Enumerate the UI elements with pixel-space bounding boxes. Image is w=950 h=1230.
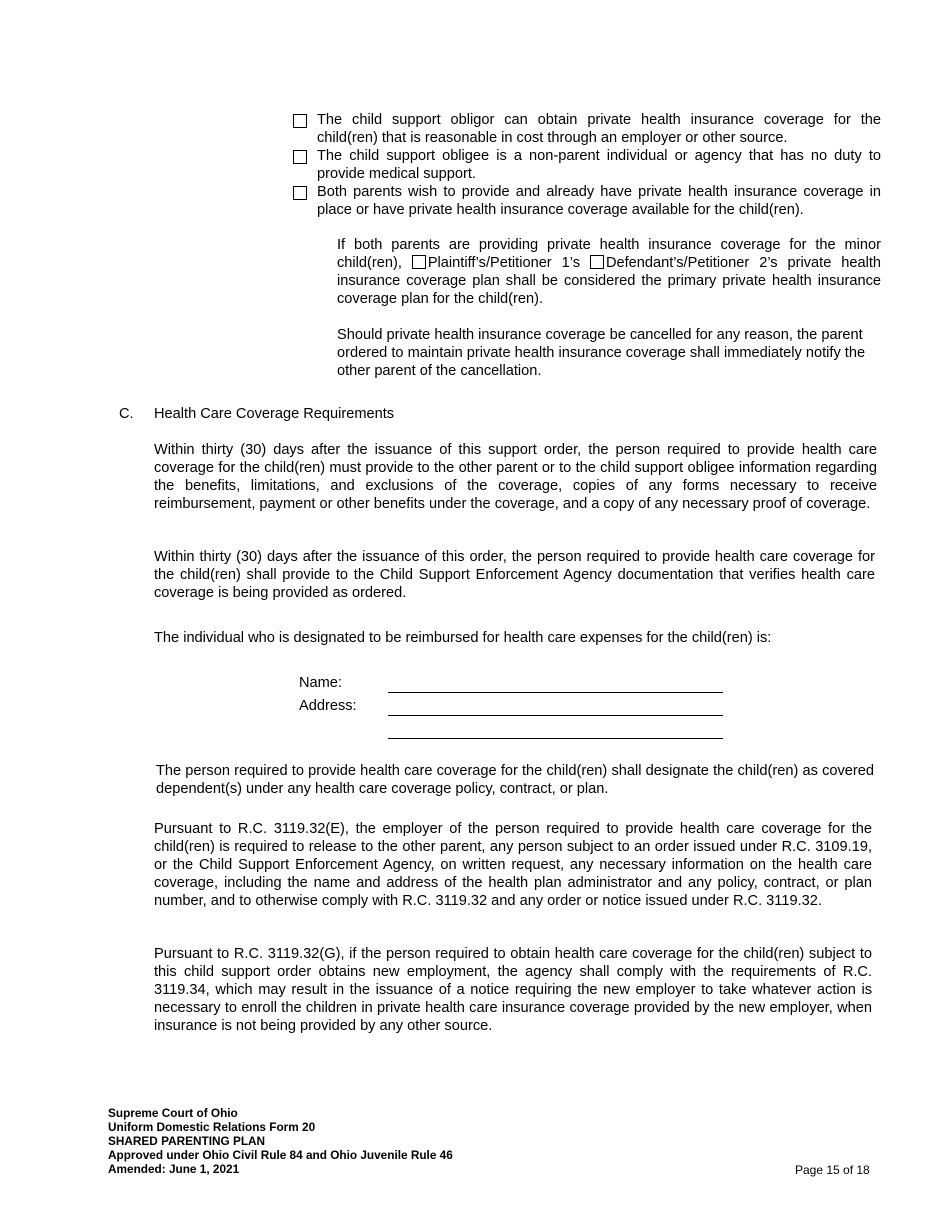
footer-court: Supreme Court of Ohio	[108, 1106, 238, 1120]
checkbox-obligor-coverage[interactable]	[293, 114, 307, 128]
form-footer	[108, 1107, 453, 1177]
section-title: Health Care Coverage Requirements	[154, 406, 395, 422]
cancellation-paragraph: Should private health insurance coverage be cancelled for any reason, the parent ordered to maintain private health insurance coverage shall immediately notify the other parent of the cancellation.	[337, 327, 866, 379]
checkbox-label: The child support obligor can obtain private health insurance coverage for the child(ren) that is reasonable in cost through an employer or other source.	[317, 112, 881, 146]
footer-form-name: Uniform Domestic Relations Form 20	[108, 1119, 316, 1134]
address-label: Address:	[299, 698, 357, 714]
checkbox-item-obligee-non-parent	[293, 148, 881, 184]
defendant-option-label: Defendant’s/Petitioner 2’s private health insurance coverage plan shall be considered the primary private health insurance coverage plan for the child(ren).	[337, 254, 882, 307]
checkbox-both-parents[interactable]	[293, 186, 307, 200]
checkbox-label: The child support obligee is a non-parent individual or agency that has no duty to provide medical support.	[317, 148, 881, 182]
primary-plan-paragraph	[337, 237, 881, 309]
checkbox-defendant-primary[interactable]	[590, 255, 604, 269]
footer-approval: Approved under Ohio Civil Rule 84 and Ohio Juvenile Rule 46	[108, 1147, 453, 1162]
plaintiff-option-label: Plaintiff’s/Petitioner 1’s	[427, 254, 590, 271]
name-label: Name:	[299, 675, 342, 691]
new-employment-paragraph: Pursuant to R.C. 3119.32(G), if the person required to obtain health care coverage for the child(ren) subject to this child support order obtains new employment, the agency shall comply with the requirements of R.C. 3119.34, which may result in the issuance of a notice requiring the new employer to take whatever action is necessary to enroll the children in private health care insurance coverage provided by the new employer, when insurance is not being provided by any other source.	[154, 946, 872, 1034]
checkbox-item-obligor-coverage	[293, 112, 881, 148]
coverage-info-paragraph: Within thirty (30) days after the issuance of this support order, the person required to provide health care coverage for the child(ren) must provide to the other parent or to the child support obligee information regarding the benefits, limitations, and exclusions of the coverage, copies of any forms necessary to receive reimbursement, payment or other benefits under the coverage, and a copy of any necessary proof of coverage.	[154, 442, 877, 512]
checkbox-obligee-non-parent[interactable]	[293, 150, 307, 164]
section-letter: C.	[119, 406, 134, 422]
csea-documentation-paragraph: Within thirty (30) days after the issuance of this order, the person required to provide health care coverage for the child(ren) shall provide to the Child Support Enforcement Agency documentation that verifies health care coverage is being provided as ordered.	[154, 549, 875, 601]
employer-release-paragraph: Pursuant to R.C. 3119.32(E), the employer of the person required to provide health care coverage for the child(ren) is required to release to the other parent, any person subject to an order issued under R.C. 3109.19, or the Child Support Enforcement Agency, on written request, any necessary information on the health care coverage, including the name and address of the health plan administrator and any policy, contract, or plan number, and to otherwise comply with R.C. 3119.32 and any order or notice issued under R.C. 3119.32.	[154, 821, 872, 909]
page-number: Page 15 of 18	[795, 1163, 870, 1177]
dependent-designation-paragraph: The person required to provide health care coverage for the child(ren) shall designate the child(ren) as covered dependent(s) under any health care coverage policy, contract, or plan.	[156, 763, 874, 797]
checkbox-label: Both parents wish to provide and already have private health insurance coverage in place or have private health insurance coverage available for the child(ren).	[317, 184, 881, 218]
name-field[interactable]	[388, 692, 723, 693]
address-field-line-1[interactable]	[388, 715, 723, 716]
address-field-line-2[interactable]	[388, 738, 723, 739]
checkbox-item-both-parents	[293, 184, 881, 220]
primary-plan-text: If both parents are providing private health insurance coverage for the minor child(ren),	[337, 237, 881, 271]
checkbox-plaintiff-primary[interactable]	[412, 255, 426, 269]
footer-amended: Amended: June 1, 2021	[108, 1161, 240, 1176]
footer-plan-title: SHARED PARENTING PLAN	[108, 1133, 266, 1148]
designated-individual-text: The individual who is designated to be reimbursed for health care expenses for the child(ren) is:	[154, 630, 772, 646]
